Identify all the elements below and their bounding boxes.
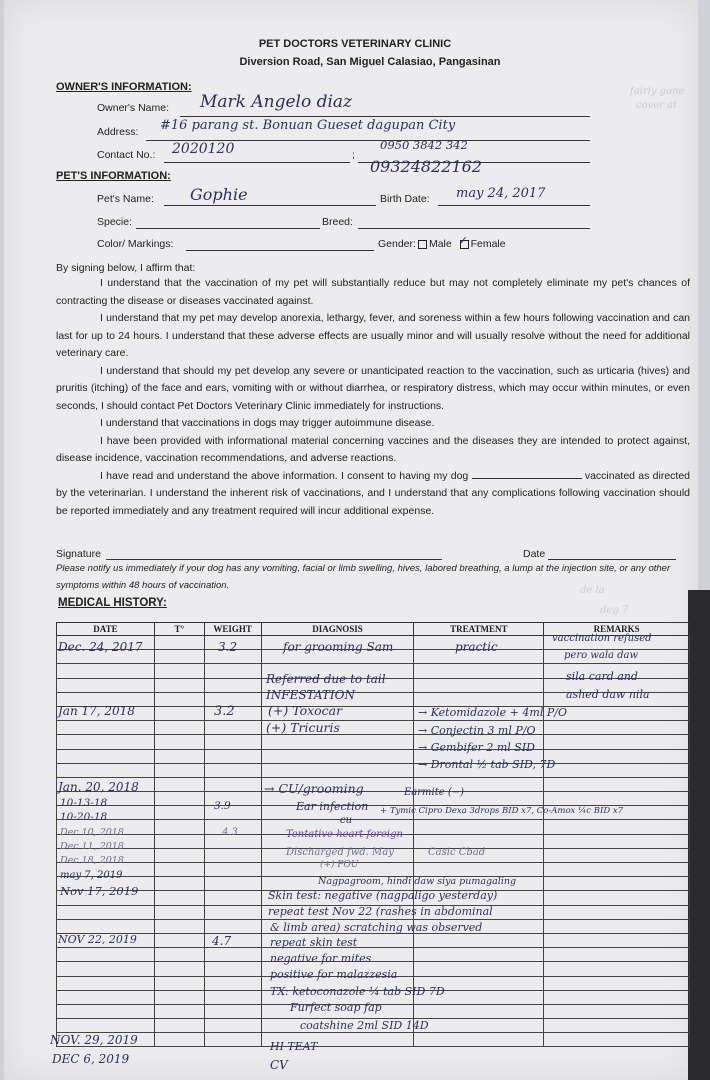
- pet-name-label: Pet's Name:: [97, 193, 154, 205]
- entry-weight: 3.9: [214, 800, 231, 812]
- table-cell[interactable]: [57, 976, 155, 990]
- entry-treatment: → Conjectin 3 ml P/O: [418, 724, 536, 737]
- col-temp-header: T°: [154, 623, 204, 636]
- table-cell[interactable]: [204, 863, 261, 877]
- gender-label: [378, 234, 506, 250]
- entry-diagnosis: TX: ketoconazole ¼ tab SID 7D: [270, 985, 445, 998]
- table-cell[interactable]: [204, 721, 261, 735]
- table-cell[interactable]: [414, 863, 544, 877]
- table-row: [57, 863, 690, 877]
- table-cell[interactable]: [57, 763, 155, 777]
- consent-paragraphs: [56, 275, 690, 520]
- table-cell[interactable]: [544, 1019, 690, 1033]
- footer-date: DEC 6, 2019: [52, 1052, 130, 1066]
- table-cell[interactable]: [544, 735, 690, 749]
- table-cell[interactable]: [57, 919, 155, 933]
- table-cell[interactable]: [154, 664, 204, 678]
- table-cell[interactable]: [261, 735, 414, 749]
- table-cell[interactable]: [204, 891, 261, 905]
- female-checkbox[interactable]: ✓: [458, 234, 468, 247]
- table-cell[interactable]: [154, 976, 204, 990]
- table-row: [57, 763, 690, 777]
- notice-text: Please notify us immediately if your dog has any vomiting, facial or limb swelling, hives, labored breathing, a lump at the injection site, or any other symptoms within 48 hours of vaccination.: [56, 563, 671, 591]
- table-cell[interactable]: [544, 891, 690, 905]
- medical-history-title: MEDICAL HISTORY:: [58, 597, 167, 609]
- table-cell[interactable]: [414, 962, 544, 976]
- table-cell[interactable]: [204, 678, 261, 692]
- contact-value-1: 2020120: [172, 141, 235, 157]
- entry-diagnosis: cu: [340, 815, 353, 826]
- table-cell[interactable]: [154, 692, 204, 706]
- consent-intro: By signing below, I affirm that:: [56, 262, 196, 274]
- clinic-name: PET DOCTORS VETERINARY CLINIC: [258, 38, 452, 50]
- clinic-address: Diversion Road, San Miguel Calasiao, Pangasinan: [239, 56, 501, 68]
- table-cell[interactable]: [154, 863, 204, 877]
- table-cell[interactable]: [414, 678, 544, 692]
- col-remarks-header: REMARKS: [544, 623, 690, 636]
- table-row: [57, 792, 690, 806]
- entry-date: NOV 22, 2019: [58, 933, 137, 946]
- table-cell[interactable]: [544, 1004, 690, 1018]
- table-cell[interactable]: [414, 692, 544, 706]
- entry-diagnosis: Furfect soap fap: [290, 1001, 382, 1014]
- table-cell[interactable]: [204, 919, 261, 933]
- entry-treatment: Earmite (−): [404, 787, 465, 798]
- consent-p6c: as directed by the veterinarian. I understand the inherent risk of vaccinations, and I understand that any complications following vaccination should be reported immediately and any treatment required will incur additional expense.: [56, 469, 691, 517]
- consent-p4: I understand that vaccinations in dogs may trigger autoimmune disease.: [100, 417, 435, 429]
- table-cell[interactable]: [544, 1033, 690, 1047]
- bleed-through-text: fairly gone: [630, 86, 685, 97]
- consent-p1: I understand that the vaccination of my pet will substantially reduce but may not completely eliminate my pet's chances of contracting the disease or diseases vaccinated against.: [56, 277, 690, 307]
- table-cell[interactable]: [414, 948, 544, 962]
- table-cell[interactable]: [57, 735, 155, 749]
- footer-date: NOV. 29, 2019: [50, 1033, 138, 1047]
- birth-date-line: [438, 205, 590, 206]
- entry-remarks: vaccination refused: [552, 633, 652, 644]
- color-label: Color/ Markings:: [97, 238, 174, 250]
- table-cell[interactable]: [414, 933, 544, 947]
- footer-note: HI TEAT: [270, 1040, 318, 1053]
- contact-label: Contact No.:: [97, 149, 156, 161]
- owner-name-value: Mark Angelo diaz: [200, 92, 353, 112]
- table-cell[interactable]: [204, 1004, 261, 1018]
- table-row: [57, 948, 690, 962]
- table-cell[interactable]: [57, 990, 155, 1004]
- table-cell[interactable]: [544, 919, 690, 933]
- table-cell[interactable]: [544, 877, 690, 891]
- entry-diagnosis: (+) Toxocar: [268, 703, 343, 718]
- table-cell[interactable]: [204, 806, 261, 820]
- table-cell[interactable]: [544, 777, 690, 791]
- entry-diagnosis: Referred due to tail: [266, 672, 386, 686]
- entry-diagnosis: coatshine 2ml SID 14D: [300, 1019, 429, 1032]
- table-cell[interactable]: [154, 792, 204, 806]
- table-cell[interactable]: [154, 806, 204, 820]
- table-cell[interactable]: [544, 834, 690, 848]
- entry-date: Nov 17, 2019: [60, 884, 139, 898]
- table-cell[interactable]: [261, 763, 414, 777]
- breed-label: Breed:: [322, 216, 353, 228]
- table-cell[interactable]: [204, 848, 261, 862]
- table-cell[interactable]: [544, 749, 690, 763]
- entry-remarks: sila card and: [566, 670, 638, 683]
- table-cell[interactable]: [544, 905, 690, 919]
- bleed-through-text: de la: [580, 585, 605, 596]
- contact-line-1: [164, 162, 350, 163]
- pet-name-value: Gophie: [190, 185, 248, 204]
- color-line: [186, 250, 374, 251]
- col-weight-header: WEIGHT: [204, 623, 261, 636]
- table-cell[interactable]: [204, 763, 261, 777]
- entry-diagnosis: Ear infection: [296, 800, 369, 813]
- table-cell[interactable]: [154, 820, 204, 834]
- table-cell[interactable]: [154, 1033, 204, 1047]
- entry-diagnosis: positive for malazzesia: [270, 968, 398, 981]
- entry-diagnosis: Skin test: negative (nagpaligo yesterday): [268, 889, 498, 902]
- entry-treatment: → Ketomidazole + 4ml P/O: [418, 706, 567, 719]
- table-cell[interactable]: [57, 664, 155, 678]
- entry-diagnosis: repeat test Nov 22 (rashes in abdominal: [268, 905, 493, 918]
- table-cell[interactable]: [414, 820, 544, 834]
- entry-date: may 7, 2019: [60, 870, 123, 881]
- table-cell[interactable]: [154, 891, 204, 905]
- table-cell[interactable]: [154, 948, 204, 962]
- date-label: Date: [523, 548, 546, 560]
- table-cell[interactable]: [414, 1004, 544, 1018]
- col-diagnosis-header: DIAGNOSIS: [261, 623, 414, 636]
- table-cell[interactable]: [57, 721, 155, 735]
- entry-diagnosis: negative for mites: [270, 952, 372, 965]
- table-cell[interactable]: [204, 1033, 261, 1047]
- contact-separator: ;: [352, 149, 355, 161]
- table-cell[interactable]: [544, 948, 690, 962]
- table-cell[interactable]: [154, 834, 204, 848]
- table-cell[interactable]: [154, 706, 204, 720]
- signature-label: Signature: [56, 548, 101, 560]
- table-cell[interactable]: [544, 933, 690, 947]
- specie-label: Specie:: [97, 216, 133, 228]
- entry-diagnosis-purple: Tentative heart foreign: [286, 829, 403, 840]
- entry-date: Dec 10, 2018: [60, 827, 124, 838]
- entry-date: 10-13-18: [60, 797, 108, 809]
- entry-treatment: + Tymic Cipro Dexa 3drops BID x7, Co-Amox ¼c BID x7: [380, 806, 624, 816]
- gender-label-text: Gender:: [378, 238, 416, 250]
- female-label: Female: [470, 238, 506, 250]
- table-cell[interactable]: [204, 777, 261, 791]
- table-row: [57, 933, 690, 947]
- owner-section-title: OWNER'S INFORMATION:: [56, 81, 192, 93]
- table-cell[interactable]: [544, 848, 690, 862]
- entry-date: Jan. 20, 2018: [58, 780, 139, 794]
- entry-diagnosis: (+) POU: [320, 860, 359, 870]
- table-cell[interactable]: [154, 636, 204, 650]
- table-cell[interactable]: [544, 721, 690, 735]
- table-cell[interactable]: [154, 735, 204, 749]
- table-row: [57, 706, 690, 720]
- bleed-through-text: deg 7: [600, 605, 629, 616]
- table-cell[interactable]: [544, 962, 690, 976]
- table-cell[interactable]: [57, 962, 155, 976]
- table-row: [57, 777, 690, 791]
- birth-date-value: may 24, 2017: [456, 186, 546, 201]
- consent-p2: I understand that my pet may develop anorexia, lethargy, fever, and soreness within a few hours following vaccination and can last for up to 24 hours. I understand that these adverse effects are usually minor and will usually resolve without the need for additional veterinary care.: [56, 312, 690, 359]
- table-cell[interactable]: [414, 664, 544, 678]
- table-cell[interactable]: [154, 749, 204, 763]
- table-cell[interactable]: [154, 763, 204, 777]
- table-cell[interactable]: [261, 749, 414, 763]
- col-treatment-header: TREATMENT: [414, 623, 544, 636]
- entry-treatment: → Drontal ½ tab SID, 7D: [418, 758, 556, 771]
- table-cell[interactable]: [544, 863, 690, 877]
- table-cell[interactable]: [57, 678, 155, 692]
- table-cell[interactable]: [154, 1004, 204, 1018]
- table-cell[interactable]: [154, 848, 204, 862]
- table-cell[interactable]: [414, 1033, 544, 1047]
- specie-line: [136, 228, 320, 229]
- table-cell[interactable]: [544, 820, 690, 834]
- table-cell[interactable]: [544, 792, 690, 806]
- entry-diagnosis: Nagpagroom, hindi daw siya pumagaling: [318, 876, 517, 887]
- male-checkbox[interactable]: [418, 240, 427, 249]
- entry-diagnosis: & limb area) scratching was observed: [270, 921, 483, 934]
- entry-weight: 4.7: [212, 934, 232, 948]
- male-label: Male: [428, 238, 452, 250]
- birth-date-label: Birth Date:: [380, 193, 430, 205]
- table-cell[interactable]: [154, 678, 204, 692]
- bleed-through-text: cover at: [636, 100, 678, 111]
- table-cell[interactable]: [154, 721, 204, 735]
- table-row: [57, 735, 690, 749]
- pet-section-title: PET'S INFORMATION:: [56, 170, 171, 182]
- table-cell[interactable]: [544, 976, 690, 990]
- dog-name-blank[interactable]: [472, 469, 582, 479]
- entry-diagnosis: Discharged fwd. May: [286, 847, 394, 858]
- entry-weight: 4.3: [222, 827, 238, 838]
- consent-p6b: vaccinated: [584, 469, 636, 482]
- entry-diagnosis: → CU/grooming: [264, 781, 364, 796]
- table-cell[interactable]: [204, 664, 261, 678]
- footer-note: CV: [270, 1058, 288, 1072]
- table-row: [57, 1033, 690, 1047]
- entry-date: Dec. 24, 2017: [58, 640, 143, 654]
- table-cell[interactable]: [57, 1019, 155, 1033]
- entry-weight: 3.2: [218, 640, 238, 654]
- table-cell[interactable]: [57, 1004, 155, 1018]
- entry-diagnosis: INFESTATION: [266, 688, 355, 702]
- table-cell[interactable]: [154, 1019, 204, 1033]
- entry-remarks: ashed daw nila: [566, 688, 650, 701]
- table-cell[interactable]: [544, 763, 690, 777]
- table-cell[interactable]: [204, 735, 261, 749]
- table-cell[interactable]: [154, 933, 204, 947]
- table-cell[interactable]: [204, 948, 261, 962]
- address-label: Address:: [97, 126, 139, 138]
- entry-treatment: → Gembifer 2 ml SID: [418, 741, 535, 754]
- entry-diagnosis: repeat skin test: [270, 936, 358, 949]
- table-cell[interactable]: [204, 792, 261, 806]
- entry-treatment: Casic Cbad: [428, 847, 486, 858]
- consent-p6: [56, 468, 690, 521]
- table-cell[interactable]: [154, 777, 204, 791]
- owner-name-line: [180, 116, 590, 117]
- table-row: [57, 749, 690, 763]
- table-cell[interactable]: [204, 749, 261, 763]
- scan-shadow: [688, 590, 710, 1080]
- table-cell[interactable]: [204, 962, 261, 976]
- entry-date: 10-20-18: [60, 811, 108, 823]
- entry-date: Dec 18, 2018: [60, 855, 124, 866]
- contact-value-2: 0950 3842 342: [380, 138, 468, 152]
- entry-treatment: practic: [455, 640, 498, 654]
- consent-p6a: I have read and understand the above information. I consent to having my dog: [100, 469, 469, 482]
- contact-value-3: 09324822162: [370, 157, 482, 176]
- table-cell[interactable]: [204, 905, 261, 919]
- table-cell[interactable]: [204, 1019, 261, 1033]
- table-cell[interactable]: [154, 877, 204, 891]
- table-row: [57, 721, 690, 735]
- consent-p3: I understand that should my pet develop any severe or unanticipated reaction to the vaccination, such as urticaria (hives) and pruritis (itching) of the face and ears, vomiting with or without diarrhea, or respiratory distress, which may occur within minutes, or even seconds, I should contact Pet Doctors Veterinary Clinic immediately for instructions.: [56, 364, 690, 412]
- table-cell[interactable]: [154, 919, 204, 933]
- entry-remarks: pero wala daw: [564, 650, 639, 661]
- table-cell[interactable]: [204, 976, 261, 990]
- table-cell[interactable]: [204, 990, 261, 1004]
- table-cell[interactable]: [544, 990, 690, 1004]
- entry-date: Jan 17, 2018: [58, 704, 135, 718]
- address-value: #16 parang st. Bonuan Gueset dagupan City: [160, 118, 456, 133]
- entry-diagnosis: for grooming Sam: [283, 640, 394, 654]
- table-cell[interactable]: [414, 1019, 544, 1033]
- consent-p5: I have been provided with informational material concerning vaccines and the diseases they are intended to protect against, disease incidence, vaccination recommendations, and adverse reactions.: [56, 434, 690, 464]
- table-cell[interactable]: [154, 905, 204, 919]
- table-cell[interactable]: [57, 948, 155, 962]
- table-cell[interactable]: [154, 990, 204, 1004]
- col-date-header: DATE: [57, 623, 155, 636]
- pet-name-line: [164, 205, 376, 206]
- entry-diagnosis: (+) Tricuris: [266, 720, 340, 735]
- entry-date: Dec 11, 2018: [60, 841, 124, 852]
- breed-line: [358, 228, 590, 229]
- table-cell[interactable]: [57, 749, 155, 763]
- table-cell[interactable]: [57, 905, 155, 919]
- entry-weight: 3.2: [214, 704, 235, 719]
- table-cell[interactable]: [204, 877, 261, 891]
- owner-name-label: Owner's Name:: [97, 102, 170, 114]
- table-cell[interactable]: [154, 650, 204, 664]
- table-cell[interactable]: [154, 962, 204, 976]
